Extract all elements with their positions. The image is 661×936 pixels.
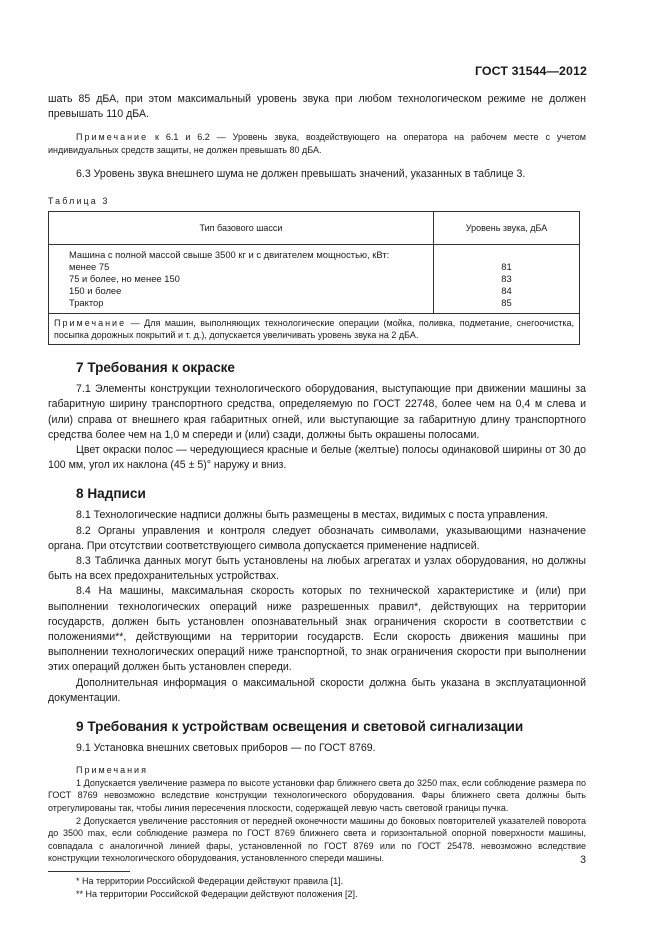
note-label: Примечание bbox=[76, 132, 149, 143]
row-name: 150 и более bbox=[69, 284, 122, 296]
note-1: 1 Допускается увеличение размера по высоте установки фар ближнего света до 3250 max, если соблюдение размера по ГОСТ 8769 невозможно вследствие конструкции технологического оборудования. Фары ближнего света должны быть отрегулированы так, чтобы линия пересечения плоскости, содержащей левую часть световой границы пучка. bbox=[48, 777, 586, 814]
table-header-level: Уровень звука, дБА bbox=[434, 211, 580, 244]
footnote-1: * На территории Российской Федерации действуют правила [1]. bbox=[76, 876, 344, 887]
row-value: 84 bbox=[501, 284, 512, 296]
row-name: менее 75 bbox=[69, 260, 110, 272]
table-cell-names bbox=[49, 244, 434, 313]
paragraph-8-2: 8.2 Органы управления и контроля следует обозначать символами, указывающими назначение органа. При отсутствии соответствующего символа допускается применение надписей. bbox=[48, 524, 586, 552]
table-3 bbox=[48, 211, 580, 345]
row-name: 75 и более, но менее 150 bbox=[69, 272, 180, 284]
paragraph-9-1: 9.1 Установка внешних световых приборов — по ГОСТ 8769. bbox=[76, 742, 376, 755]
row-value bbox=[440, 249, 573, 261]
note-text: к 6.1 и 6.2 — Уровень звука, воздействующего на оператора на рабочем месте с учетом индивидуальных средств защиты, не должен превышать 80 дБА. bbox=[48, 132, 586, 155]
notes-label: Примечания bbox=[76, 765, 148, 776]
note-2: 2 Допускается увеличение расстояния от передней оконечности машины до боковых повторителей указателей поворота до 3500 max, если соблюдение размера по ГОСТ 8769 ближнего света и горизонтальной опорной поверхности машины, совпадала с аналогичной линией фары, установленной по ГОСТ 8769 или по ГОСТ 25478. невозможно вследствие конструкции технологического оборудования, установленного спереди машины. bbox=[48, 815, 586, 864]
table-note-text: — Для машин, выполняющих технологические операции (мойка, поливка, подметание, снегоочистка, посыпка дорожных покрытий и т. д.), допускается увеличивать уровень звука на 2 дБА. bbox=[54, 317, 574, 340]
table-row bbox=[49, 244, 580, 313]
paragraph-7-1-colors: Цвет окраски полос — чередующиеся красные и белые (желтые) полосы одинаковой ширины от 30 до 100 мм, угол их наклона (45 ± 5)° наружу и вниз. bbox=[48, 444, 586, 472]
table-note-row bbox=[49, 313, 580, 344]
paragraph-8-3: 8.3 Табличка данных могут быть установлены на любых агрегатах и узлах оборудования, но должны быть на всех предохранительных устройствах. bbox=[48, 555, 586, 583]
paragraph-8-4: 8.4 На машины, максимальная скорость которых по технической характеристике и (или) при выполнении технологических операций ниже разрешенных правил*, действующих на территории государств, должен быть установлен опознавательный знак ограничения скорости в соответствии с положениями**, действующими на территории государств. Если скорость движения машины при выполнении технологических операций ниже транспортной, то знак ограничения скорости при выполнении этих операций должен быть установлен спереди. bbox=[48, 585, 586, 674]
table-note bbox=[49, 313, 580, 344]
row-name: Машина с полной массой свыше 3500 кг и с двигателем мощностью, кВт: bbox=[69, 248, 390, 260]
table-cell-values bbox=[434, 244, 580, 313]
paragraph-8-4-extra: Дополнительная информация о максимальной скорости должна быть указана в эксплуатационной документации. bbox=[48, 676, 586, 704]
section-7-title: 7 Требования к окраске bbox=[76, 360, 235, 376]
paragraph-8-1: 8.1 Технологические надписи должны быть размещены в местах, видимых с поста управления. bbox=[76, 509, 549, 522]
section-8-title: 8 Надписи bbox=[76, 486, 146, 502]
table-header-chassis: Тип базового шасси bbox=[49, 211, 434, 244]
table-label: Таблица 3 bbox=[48, 195, 110, 206]
paragraph-7-1: 7.1 Элементы конструкции технологического оборудования, выступающие при движении машины за габаритную ширину транспортного средства, определяемую по ГОСТ 22748, более чем на 0,4 м слева и (или) справа от внешнего края габаритных огней, или выступающие за габаритную длину транспортного средства более чем на 1,0 м спереди и (или) сзади, должны быть окрашены полосами. bbox=[48, 383, 586, 441]
table-note-label: Примечание bbox=[54, 317, 127, 328]
footnote-2: ** На территории Российской Федерации действуют положения [2]. bbox=[76, 889, 358, 900]
note-6-1-6-2 bbox=[48, 131, 586, 156]
row-name: Трактор bbox=[69, 296, 104, 308]
row-value: 85 bbox=[501, 296, 512, 308]
row-value: 83 bbox=[501, 272, 512, 284]
page-content bbox=[48, 92, 586, 901]
footnote-divider bbox=[48, 871, 130, 872]
page-number: 3 bbox=[580, 854, 586, 866]
row-value: 81 bbox=[501, 260, 512, 272]
table-header-row bbox=[49, 211, 580, 244]
paragraph-6-3: 6.3 Уровень звука внешнего шума не должен превышать значений, указанных в таблице 3. bbox=[76, 167, 526, 180]
standard-code: ГОСТ 31544—2012 bbox=[474, 64, 587, 78]
paragraph-continuation: шать 85 дБА, при этом максимальный уровень звука при любом технологическом режиме не должен превышать 110 дБА. bbox=[48, 93, 586, 121]
section-9-title: 9 Требования к устройствам освещения и световой сигнализации bbox=[76, 719, 524, 735]
